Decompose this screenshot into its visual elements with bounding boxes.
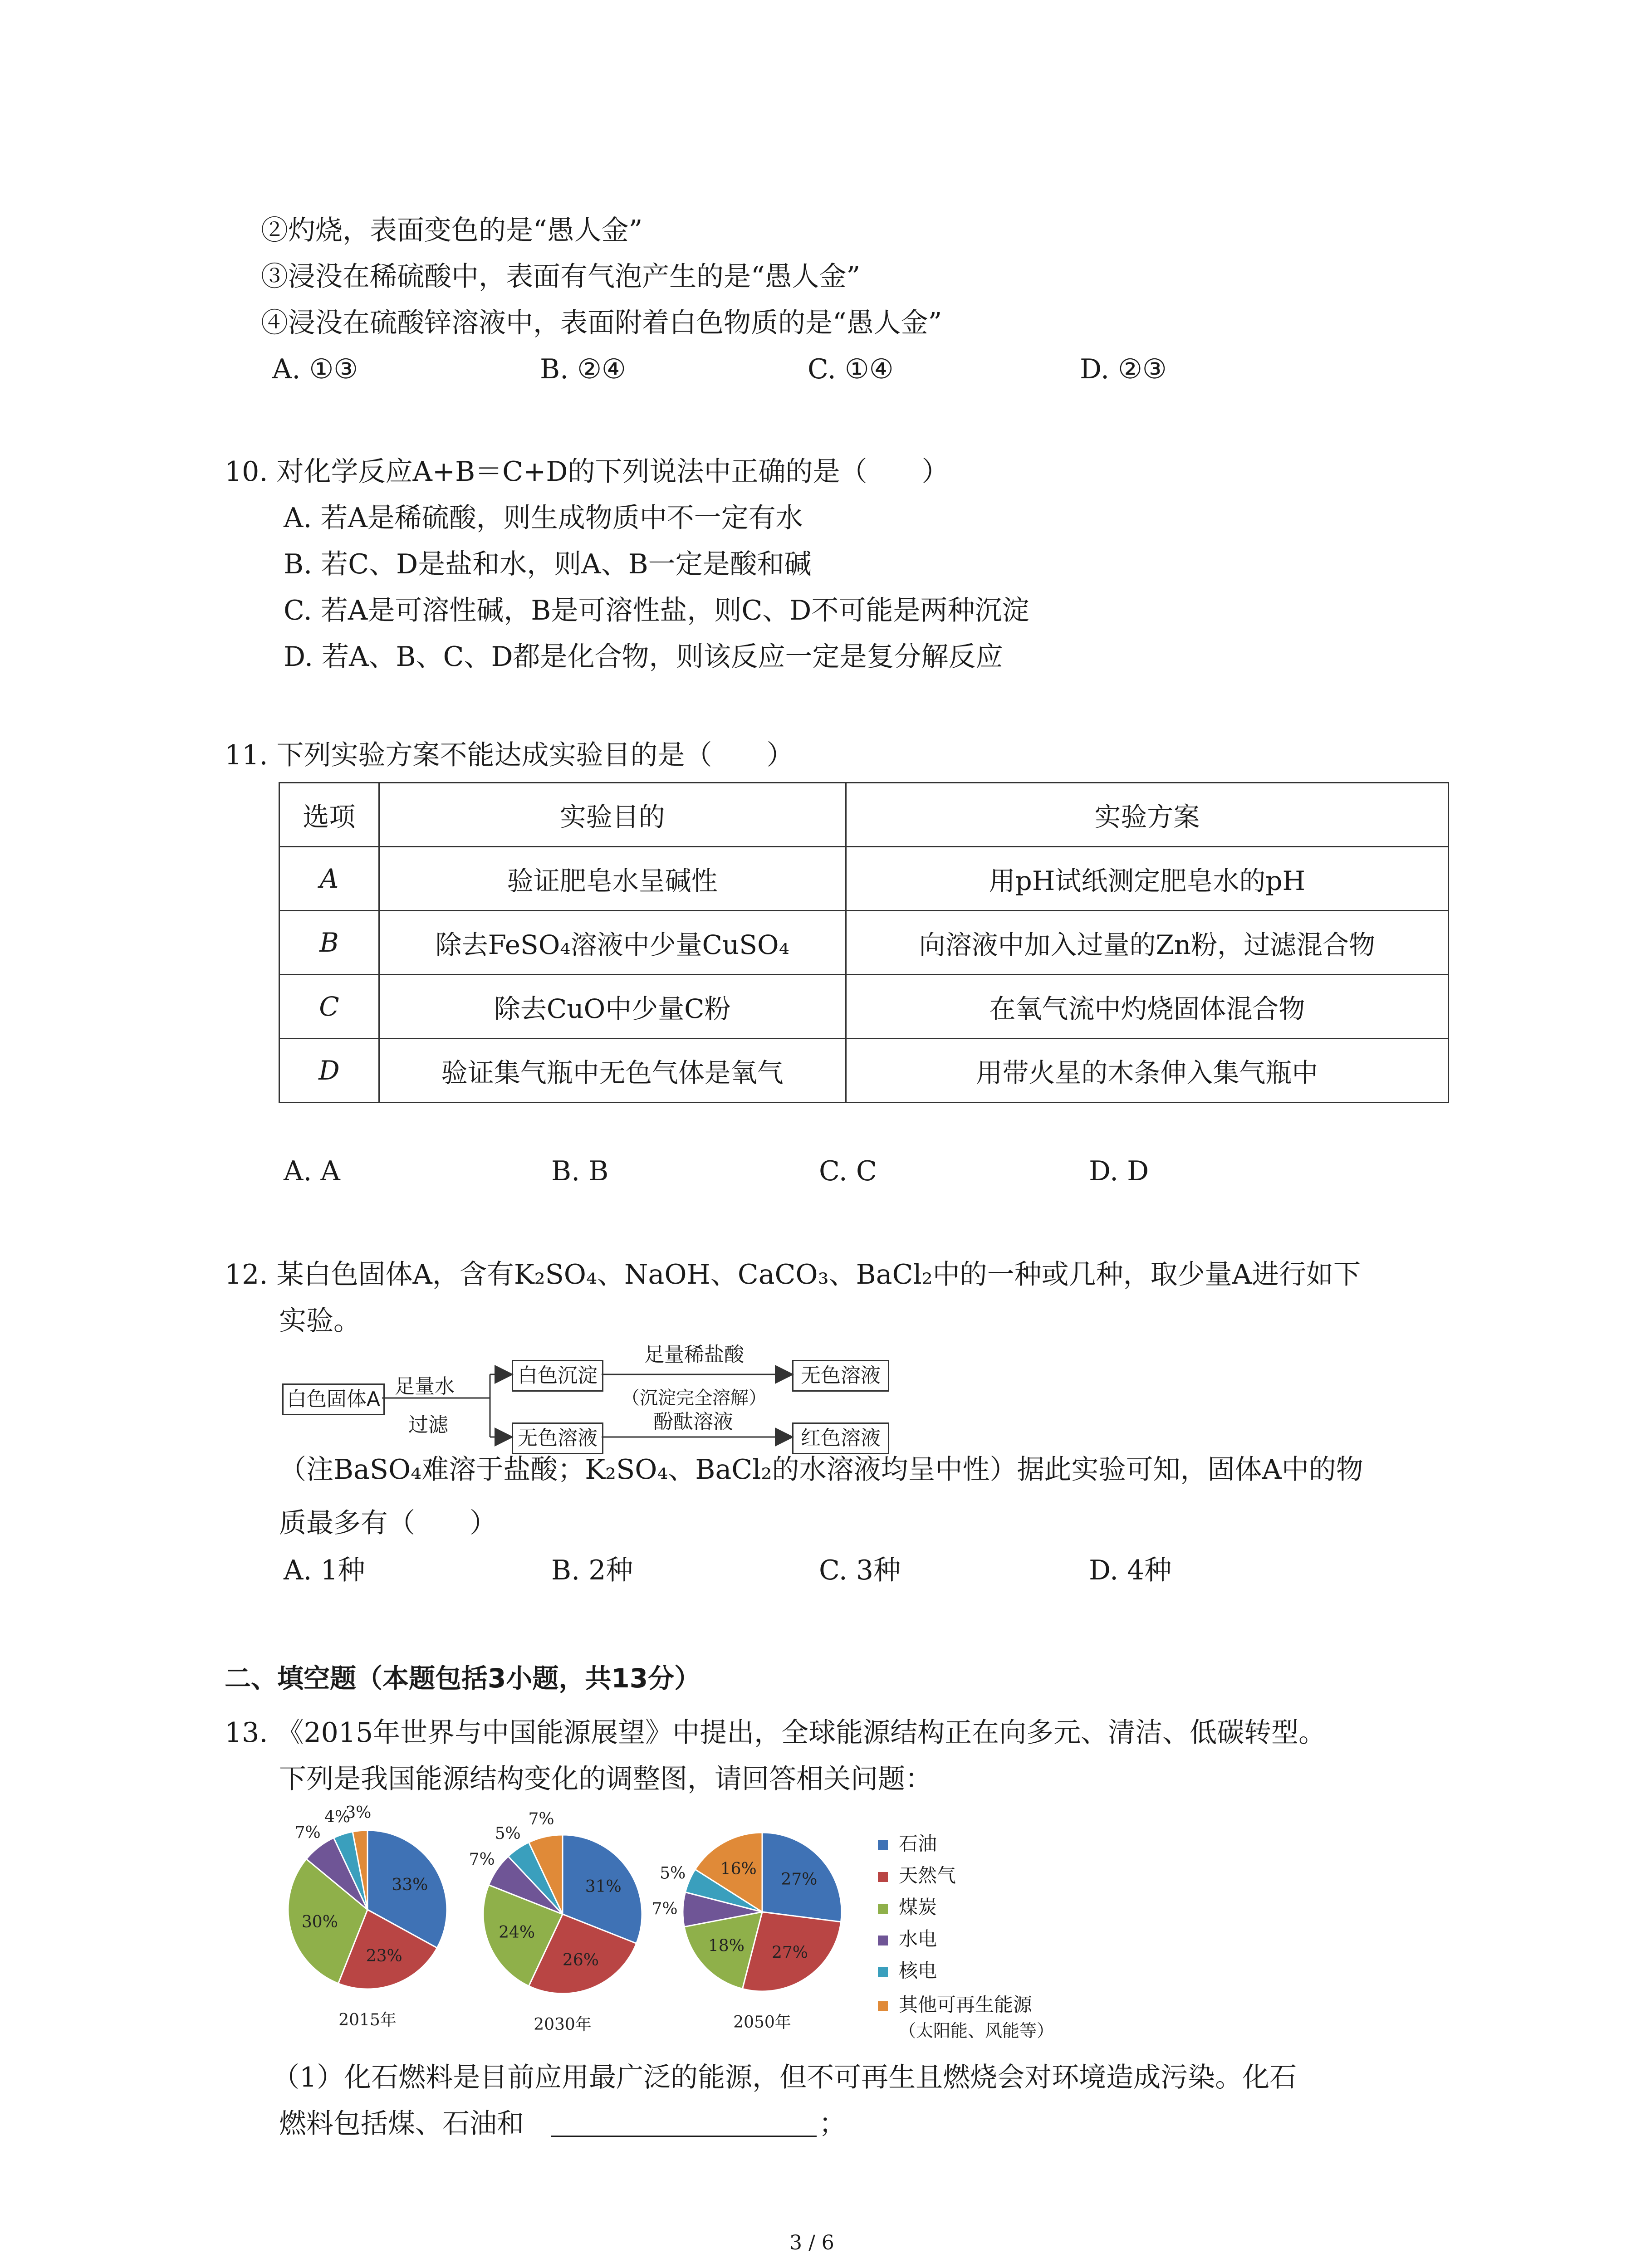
pie-value-label: 7% xyxy=(528,1810,554,1829)
q9-option-a: A. ①③ xyxy=(272,353,358,385)
pie-value-label: 26% xyxy=(562,1950,599,1970)
table-row xyxy=(279,911,1449,975)
q10-stem: 10. 对化学反应A+B＝C+D的下列说法中正确的是（ ） xyxy=(225,456,949,488)
legend-swatch xyxy=(878,1904,888,1914)
pie-value-label: 3% xyxy=(345,1803,372,1822)
q10-option-b: B. 若C、D是盐和水，则A、B一定是酸和碱 xyxy=(284,548,812,580)
flow-arrow-top-label: 足量稀盐酸 xyxy=(644,1343,744,1366)
flow-arrow-bottom-label: 酚酞溶液 xyxy=(653,1410,733,1433)
pie-value-label: 5% xyxy=(495,1824,521,1843)
pie-value-label: 31% xyxy=(585,1877,622,1897)
legend-label: 天然气 xyxy=(899,1864,956,1887)
table-header-row xyxy=(279,783,1449,847)
section-title: 二、填空题（本题包括3小题，共13分） xyxy=(225,1663,701,1694)
pie-value-label: 30% xyxy=(301,1912,338,1931)
q9-item-2: ②灼烧，表面变色的是“愚人金” xyxy=(261,215,643,246)
table-cell: 在氧气流中灼烧固体混合物 xyxy=(846,975,1448,1039)
table-header: 实验方案 xyxy=(846,783,1448,847)
flow-arrow-top-note: （沉淀完全溶解） xyxy=(622,1388,767,1408)
pie-year-label: 2050年 xyxy=(733,2013,791,2032)
legend-sublabel: （太阳能、风能等） xyxy=(899,2021,1054,2041)
q13-stem-line2: 下列是我国能源结构变化的调整图，请回答相关问题： xyxy=(279,1763,932,1795)
flow-precipitate-box: 白色沉淀 xyxy=(512,1360,603,1392)
pie-value-label: 16% xyxy=(720,1859,757,1878)
table-cell: C xyxy=(279,975,379,1039)
q11-stem: 11. 下列实验方案不能达成实验目的是（ ） xyxy=(225,739,794,771)
q9-option-b: B. ②④ xyxy=(540,353,626,385)
legend-swatch xyxy=(878,2001,888,2011)
q12-stem-line1: 12. 某白色固体A，含有K₂SO₄、NaOH、CaCO₃、BaCl₂中的一种或几种，取少量A进行如下 xyxy=(225,1259,1361,1290)
legend-item xyxy=(878,1994,1032,2016)
legend-item xyxy=(878,1928,937,1950)
table-row xyxy=(279,1039,1449,1103)
table-cell: 验证集气瓶中无色气体是氧气 xyxy=(379,1039,846,1103)
pie-year-label: 2030年 xyxy=(534,2015,592,2034)
legend-item xyxy=(878,1864,956,1887)
flow-step1-bottom-label: 过滤 xyxy=(408,1413,448,1437)
pie-value-label: 24% xyxy=(499,1923,535,1942)
q12-note-line2: 质最多有（ ） xyxy=(279,1507,497,1539)
table-cell: 除去CuO中少量C粉 xyxy=(379,975,846,1039)
legend-item xyxy=(878,1960,937,1982)
page-number: 3 / 6 xyxy=(789,2231,834,2254)
energy-pie-charts xyxy=(263,1801,1116,2055)
experiment-table xyxy=(279,782,1449,1103)
q13-stem-line1: 13. 《2015年世界与中国能源展望》中提出，全球能源结构正在向多元、清洁、低碳转型。 xyxy=(225,1717,1326,1749)
q13-sub1-line1: （1）化石燃料是目前应用最广泛的能源，但不可再生且燃烧会对环境造成污染。化石 xyxy=(272,2062,1297,2093)
pie-value-label: 4% xyxy=(324,1808,351,1827)
table-cell: 向溶液中加入过量的Zn粉，过滤混合物 xyxy=(846,911,1448,975)
pie-year-label: 2015年 xyxy=(338,2011,397,2029)
q12-stem-line2: 实验。 xyxy=(279,1305,361,1337)
q11-option-a: A. A xyxy=(284,1155,340,1187)
pie-value-label: 27% xyxy=(781,1870,818,1889)
q13-sub1-line2: 燃料包括煤、石油和 xyxy=(279,2108,524,2140)
q10-option-c: C. 若A是可溶性碱，B是可溶性盐，则C、D不可能是两种沉淀 xyxy=(284,595,1029,626)
pie-value-label: 18% xyxy=(708,1936,745,1955)
q10-option-d: D. 若A、B、C、D都是化合物，则该反应一定是复分解反应 xyxy=(284,641,1003,673)
table-header: 选项 xyxy=(279,783,379,847)
table-row xyxy=(279,975,1449,1039)
q10-option-a: A. 若A是稀硫酸，则生成物质中不一定有水 xyxy=(284,502,803,534)
answer-blank[interactable] xyxy=(551,2136,817,2137)
legend-label: 水电 xyxy=(899,1928,937,1950)
q12-option-d: D. 4种 xyxy=(1089,1554,1172,1586)
legend-swatch xyxy=(878,1967,888,1977)
pie-value-label: 7% xyxy=(652,1900,678,1919)
flow-start-box: 白色固体A xyxy=(282,1383,385,1415)
q11-option-d: D. D xyxy=(1089,1155,1149,1187)
legend-label: 其他可再生能源 xyxy=(899,1994,1033,2016)
flow-result-top-box: 无色溶液 xyxy=(792,1360,889,1392)
table-header: 实验目的 xyxy=(379,783,846,847)
flow-result-bottom-box: 红色溶液 xyxy=(792,1422,889,1454)
legend-label: 石油 xyxy=(899,1833,937,1855)
q11-option-b: B. B xyxy=(551,1155,609,1187)
table-cell: A xyxy=(279,847,379,911)
table-cell: 用pH试纸测定肥皂水的pH xyxy=(846,847,1448,911)
q9-item-3: ③浸没在稀硫酸中，表面有气泡产生的是“愚人金” xyxy=(261,261,861,293)
q11-option-c: C. C xyxy=(819,1155,877,1187)
table-cell: 除去FeSO₄溶液中少量CuSO₄ xyxy=(379,911,846,975)
legend-swatch xyxy=(878,1872,888,1882)
table-cell: B xyxy=(279,911,379,975)
legend-item xyxy=(878,1833,937,1855)
flow-arrows xyxy=(381,1356,798,1456)
flow-solution-box: 无色溶液 xyxy=(512,1422,603,1454)
legend-item xyxy=(878,1896,937,1919)
q13-sub1-end: ； xyxy=(819,2108,846,2140)
legend-label: 核电 xyxy=(899,1960,937,1982)
legend-swatch xyxy=(878,1840,888,1850)
q12-option-b: B. 2种 xyxy=(551,1554,633,1586)
pie-value-label: 7% xyxy=(469,1850,495,1869)
pie-value-label: 7% xyxy=(294,1823,321,1843)
q12-note-line1: （注BaSO₄难溶于盐酸；K₂SO₄、BaCl₂的水溶液均呈中性）据此实验可知，固体A中的物 xyxy=(279,1454,1363,1486)
table-cell: 用带火星的木条伸入集气瓶中 xyxy=(846,1039,1448,1103)
pie-value-label: 23% xyxy=(366,1947,402,1966)
q9-option-d: D. ②③ xyxy=(1080,353,1167,385)
table-cell: D xyxy=(279,1039,379,1103)
pie-value-label: 5% xyxy=(660,1864,686,1883)
table-row xyxy=(279,847,1449,911)
legend-swatch xyxy=(878,1936,888,1945)
flow-step1-top-label: 足量水 xyxy=(395,1375,455,1398)
q12-option-a: A. 1种 xyxy=(284,1554,365,1586)
pie-value-label: 27% xyxy=(771,1943,808,1962)
q9-item-4: ④浸没在硫酸锌溶液中，表面附着白色物质的是“愚人金” xyxy=(261,307,942,339)
legend-label: 煤炭 xyxy=(899,1896,937,1918)
q9-option-c: C. ①④ xyxy=(808,353,894,385)
table-cell: 验证肥皂水呈碱性 xyxy=(379,847,846,911)
pie-value-label: 33% xyxy=(392,1875,428,1894)
q12-option-c: C. 3种 xyxy=(819,1554,901,1586)
